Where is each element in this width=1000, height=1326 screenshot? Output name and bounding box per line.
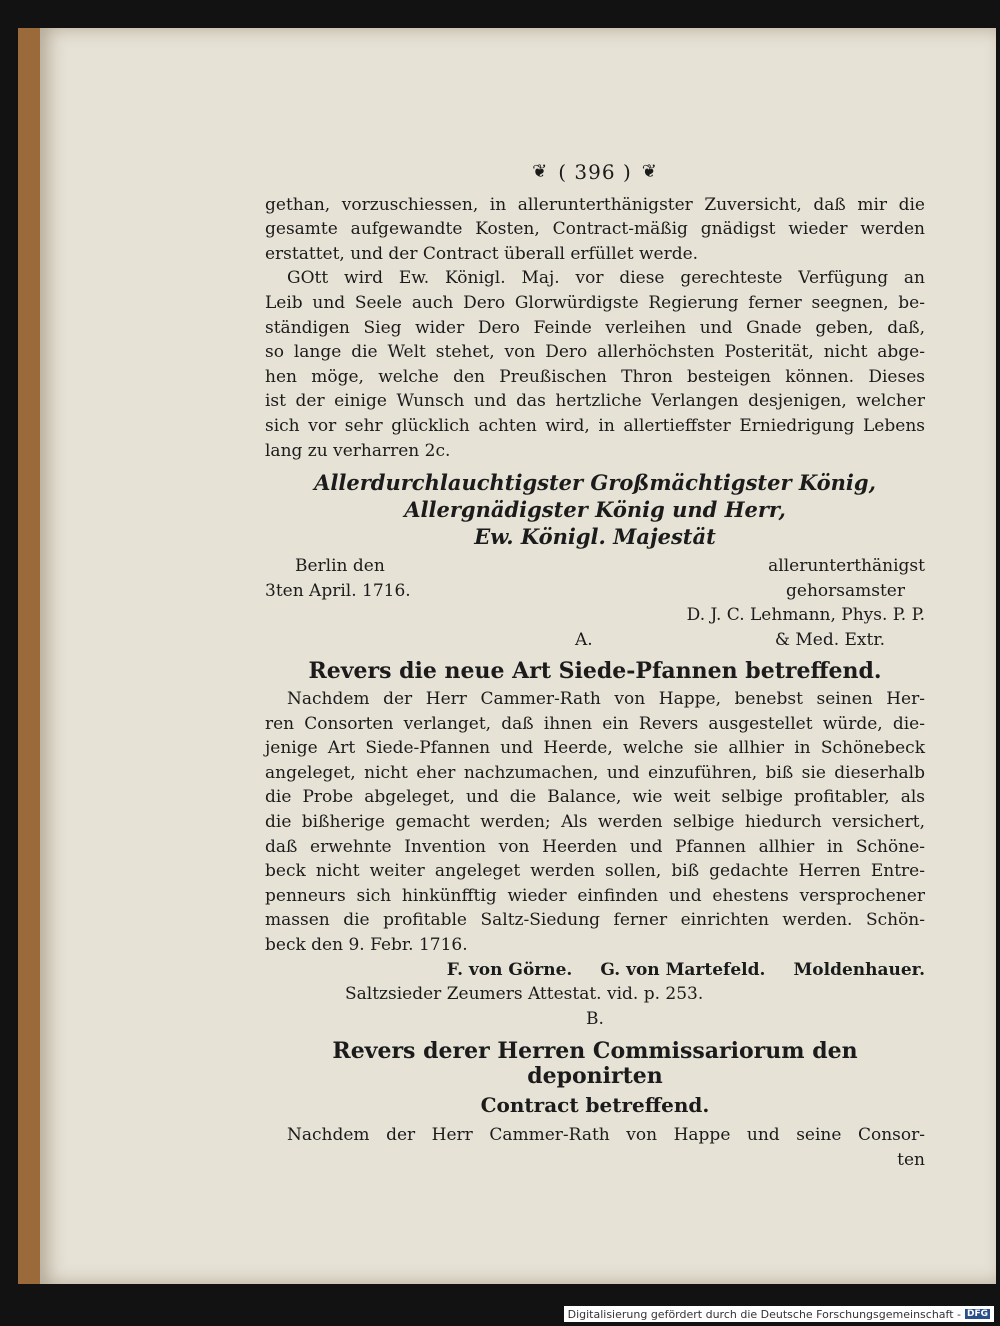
page-number: ( 396 ): [558, 160, 632, 184]
section-a-letter: A.: [575, 629, 593, 650]
salutation-line: Allergnädigster König und Herr,: [404, 497, 786, 523]
page-header: [265, 158, 925, 185]
text-line: Leib und Seele auch Dero Glorwürdigste Regierung ferner seegnen, be-: [265, 292, 925, 313]
text-line: sich vor sehr glücklich achten wird, in allertieffster Erniedrigung Lebens: [265, 415, 925, 436]
section-a-paragraph: [265, 687, 925, 958]
book-page: [18, 28, 996, 1284]
text-line: jenige Art Siede-Pfannen und Heerde, welche sie allhier in Schönebeck: [265, 738, 925, 759]
ornament-right-icon: ❦: [641, 161, 658, 182]
signer-name: D. J. C. Lehmann, Phys. P. P.: [686, 605, 925, 626]
text-line: die Probe abgeleget, und die Balance, wie weit selbige profitabler, als: [265, 787, 925, 808]
closing-formula-1: allerunterthänigst: [768, 556, 925, 577]
ornament-left-icon: ❦: [532, 161, 549, 182]
text-line: so lange die Welt stehet, von Dero allerhöchsten Posterität, nicht abge-: [265, 342, 925, 363]
attest-reference: Saltzsieder Zeumers Attestat. vid. p. 253.: [345, 984, 704, 1005]
salutation-line: Ew. Königl. Majestät: [474, 524, 716, 550]
signature: F. von Görne.: [446, 959, 573, 980]
text-line: lang zu verharren 2c.: [265, 440, 451, 461]
digitization-footer: [564, 1306, 994, 1322]
text-line: ständigen Sieg wider Dero Feinde verleihen und Gnade geben, daß,: [265, 317, 925, 338]
text-line: beck nicht weiter angeleget werden sollen, biß gedachte Herren Entre-: [265, 861, 925, 882]
signature: Moldenhauer.: [793, 959, 925, 980]
text-line: GOtt wird Ew. Königl. Maj. vor diese gerechteste Verfügung an: [287, 268, 925, 289]
signer-title: & Med. Extr.: [774, 629, 885, 650]
text-line: hen möge, welche den Preußischen Thron besteigen können. Dieses: [265, 366, 925, 387]
closing-block: [265, 554, 925, 652]
text-line: die bißherige gemacht werden; Als werden selbige hiedurch versichert,: [265, 812, 925, 833]
text-line: gethan, vorzuschiessen, in allerunterthänigster Zuversicht, daß mir die: [265, 194, 925, 215]
closing-formula-2: gehorsamster: [786, 580, 905, 601]
text-line: penneurs sich hinkünfftig wieder einfinden und ehestens versprochener: [265, 885, 925, 906]
salutation: [265, 469, 925, 550]
text-line: daß erwehnte Invention von Heerden und Pfannen allhier in Schöne-: [265, 836, 925, 857]
closing-place: Berlin den: [295, 556, 385, 577]
text-line: beck den 9. Febr. 1716.: [265, 935, 468, 956]
text-line: ist der einige Wunsch und das hertzliche Verlangen desjenigen, welcher: [265, 391, 925, 412]
section-b-title: Revers derer Herren Commissariorum den deponirten: [332, 1038, 858, 1089]
closing-date: 3ten April. 1716.: [265, 580, 411, 601]
text-line: Nachdem der Herr Cammer-Rath von Happe und seine Consor-: [287, 1125, 925, 1146]
salutation-line: Allerdurchlauchtigster Großmächtigster König,: [314, 470, 876, 496]
text-line: massen die profitable Saltz-Siedung ferner einrichten werden. Schön-: [265, 910, 925, 931]
dfg-logo-icon: DFG: [966, 1309, 988, 1319]
catchword: ten: [897, 1149, 925, 1170]
section-b-letter: B.: [586, 1008, 604, 1029]
signature: G. von Martefeld.: [600, 959, 766, 980]
text-line: gesamte aufgewandte Kosten, Contract-mäßig gnädigst wieder werden: [265, 219, 925, 240]
section-b-subtitle: Contract betreffend.: [480, 1092, 710, 1117]
text-line: Nachdem der Herr Cammer-Rath von Happe, benebst seinen Her-: [287, 689, 925, 710]
text-line: ren Consorten verlanget, daß ihnen ein Revers ausgestellet würde, die-: [265, 713, 925, 734]
section-a-signatures: [265, 958, 925, 983]
text-line: angeleget, nicht eher nachzumachen, und einzuführen, biß sie dieserhalb: [265, 762, 925, 783]
page-text: [265, 158, 925, 1172]
intro-paragraph: [265, 193, 925, 267]
section-a-title: Revers die neue Art Siede-Pfannen betreffend.: [308, 657, 882, 684]
footer-text: Digitalisierung gefördert durch die Deutsche Forschungsgemeinschaft -: [567, 1307, 961, 1321]
text-line: erstattet, und der Contract überall erfüllet werde.: [265, 243, 699, 264]
section-b-paragraph: [265, 1123, 925, 1148]
prayer-paragraph: [265, 266, 925, 463]
